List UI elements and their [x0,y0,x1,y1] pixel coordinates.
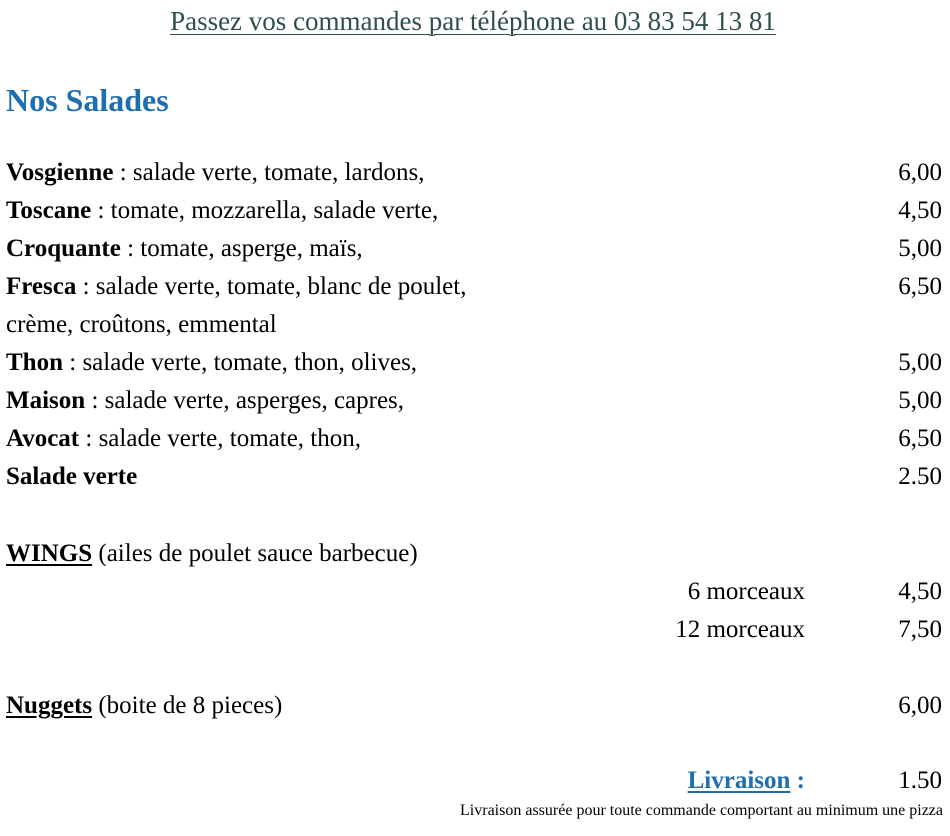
menu-item-text [6,458,536,496]
nuggets-title: Nuggets [6,692,93,719]
menu-item-text [6,344,536,382]
nuggets-row [6,687,942,725]
menu-item-separator: : [79,425,99,452]
wings-option-row [600,573,942,611]
wings-option-price: 7,50 [898,616,942,643]
wings-section-title [6,535,418,573]
menu-item-price: 5,00 [898,235,942,262]
menu-item-description: salade verte, tomate, lardons, [132,159,425,186]
wings-option-label: 6 morceaux [687,578,805,605]
delivery-label-text: Livraison [687,767,791,794]
menu-item-description: tomate, asperge, maïs, [140,235,363,262]
menu-item-separator: : [76,273,96,300]
menu-item-name: Avocat [6,425,80,452]
menu-item-separator: : [85,387,105,414]
menu-item-text [6,382,536,420]
menu-item-name: Fresca [6,273,77,300]
wings-title: WINGS [6,540,93,567]
menu-item-text [6,192,536,230]
menu-item-price: 6,50 [898,425,942,452]
menu-item-description: salade verte, tomate, thon, olives, [82,349,418,376]
menu-item-description: salade verte, tomate, thon, [98,425,361,452]
menu-item-name: Vosgienne [6,159,114,186]
menu-item-maison [6,382,942,420]
menu-item-salade-verte [6,458,942,496]
delivery-label-colon: : [790,767,805,794]
menu-item-name: Maison [6,387,86,414]
nuggets-price: 6,00 [898,692,942,719]
menu-item-price: 6,50 [898,273,942,300]
menu-item-name: Toscane [6,197,92,224]
menu-item-name: Salade verte [6,463,138,490]
menu-item-separator: : [62,349,83,376]
menu-item-separator: : [91,197,111,224]
menu-item-price: 2.50 [898,463,942,490]
delivery-price: 1.50 [898,767,942,794]
wings-subtitle: (ailes de poulet sauce barbecue) [92,540,418,567]
delivery-label [600,762,805,800]
salads-section-title: Nos Salades [6,82,169,118]
menu-item-description: salade verte, asperges, capres, [104,387,405,414]
menu-item-separator: : [113,159,133,186]
menu-item-price: 5,00 [898,349,942,376]
menu-item-thon [6,344,942,382]
wings-option-price: 4,50 [898,578,942,605]
delivery-row [600,762,942,800]
wings-option-row [600,611,942,649]
menu-item-text [6,420,536,458]
menu-item-vosgienne [6,154,942,192]
menu-item-fresca [6,268,942,344]
menu-item-price: 5,00 [898,387,942,414]
menu-item-toscane [6,192,942,230]
salads-list [6,154,942,496]
menu-item-price: 6,00 [898,159,942,186]
menu-item-text [6,154,536,192]
menu-item-name: Croquante [6,235,121,262]
delivery-note: Livraison assurée pour toute commande comportant au minimum une pizza [460,802,943,819]
menu-item-avocat [6,420,942,458]
nuggets-subtitle: (boite de 8 pieces) [92,692,283,719]
menu-item-text [6,268,486,344]
nuggets-text [6,687,282,725]
menu-item-description: tomate, mozzarella, salade verte, [110,197,439,224]
wings-option-label: 12 morceaux [675,616,805,643]
menu-item-text [6,230,536,268]
phone-order-banner: Passez vos commandes par téléphone au 03 83 54 13 81 [170,6,776,36]
menu-item-name: Thon [6,349,63,376]
menu-item-description: salade verte, tomate, blanc de poulet, crème, croûtons, emmental [6,273,467,338]
menu-item-croquante [6,230,942,268]
wings-options [600,573,942,649]
menu-item-price: 4,50 [898,197,942,224]
menu-item-separator: : [120,235,141,262]
